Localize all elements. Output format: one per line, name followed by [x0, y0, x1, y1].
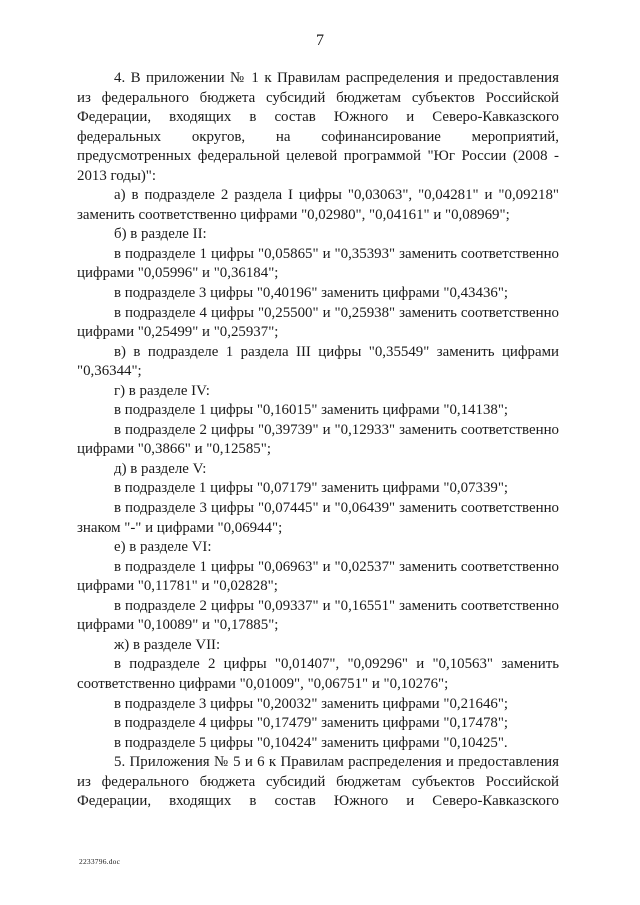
paragraph-zh-subsection-3: в подразделе 3 цифры "0,20032" заменить цифрами "0,21646";: [114, 695, 509, 712]
paragraph-zh-subsection-2: в подразделе 2 цифры "0,01407", "0,09296" и "0,10563" заменить соответственно цифрами "0,01009", "0,06751" и "0,10276";: [77, 656, 559, 692]
paragraph-e-subsection-2: в подразделе 2 цифры "0,09337" и "0,16551" заменить соответственно цифрами "0,10089" и "0,17885";: [77, 597, 559, 634]
paragraph-4-intro: 4. В приложении № 1 к Правилам распределения и предоставления из федерального бюджета субсидий бюджетам субъектов Российской Федерации, входящих в состав Южного и Северо-Кавказского федеральных округов, на софинансирование мероприятий, предусмотренных федеральной целевой программой "Юг России (2008 - 2013 годы)":: [77, 70, 559, 184]
document-body: [77, 69, 559, 812]
paragraph-item-g: г) в разделе IV:: [114, 382, 210, 399]
paragraph-b-subsection-4: в подразделе 4 цифры "0,25500" и "0,25938" заменить соответственно цифрами "0,25499" и "0,25937";: [77, 304, 559, 341]
paragraph-item-a: а) в подразделе 2 раздела I цифры "0,03063", "0,04281" и "0,09218" заменить соответственно цифрами "0,02980", "0,04161" и "0,08969";: [77, 187, 559, 223]
paragraph-item-e: е) в разделе VI:: [114, 539, 212, 556]
page-number: 7: [316, 32, 324, 49]
paragraph-d-subsection-3: в подразделе 3 цифры "0,07445" и "0,06439" заменить соответственно знаком "-" и цифрами "0,06944";: [77, 500, 559, 536]
paragraph-item-d: д) в разделе V:: [114, 460, 207, 477]
paragraph-zh-subsection-4: в подразделе 4 цифры "0,17479" заменить цифрами "0,17478";: [114, 715, 509, 732]
paragraph-b-subsection-3: в подразделе 3 цифры "0,40196" заменить цифрами "0,43436";: [114, 285, 509, 302]
paragraph-b-subsection-1: в подразделе 1 цифры "0,05865" и "0,35393" заменить соответственно цифрами "0,05996" и "0,36184";: [77, 245, 559, 282]
paragraph-g-subsection-1: в подразделе 1 цифры "0,16015" заменить цифрами "0,14138";: [114, 402, 509, 419]
paragraph-d-subsection-1: в подразделе 1 цифры "0,07179" заменить цифрами "0,07339";: [114, 480, 509, 497]
paragraph-item-zh: ж) в разделе VII:: [114, 636, 221, 653]
paragraph-item-b: б) в разделе II:: [114, 226, 207, 243]
file-name-footer: 2233796.doc: [79, 857, 121, 866]
paragraph-g-subsection-2: в подразделе 2 цифры "0,39739" и "0,12933" заменить соответственно цифрами "0,3866" и "0,12585";: [77, 421, 559, 458]
paragraph-e-subsection-1: в подразделе 1 цифры "0,06963" и "0,02537" заменить соответственно цифрами "0,11781" и "0,02828";: [77, 558, 559, 595]
paragraph-zh-subsection-5: в подразделе 5 цифры "0,10424" заменить цифрами "0,10425".: [114, 734, 508, 751]
paragraph-item-v: в) в подразделе 1 раздела III цифры "0,35549" заменить цифрами "0,36344";: [77, 343, 559, 380]
paragraph-5-intro: 5. Приложения № 5 и 6 к Правилам распределения и предоставления из федерального бюджета субсидий бюджетам субъектов Российской Федерации, входящих в состав Южного и Северо-Кавказского: [77, 754, 559, 810]
